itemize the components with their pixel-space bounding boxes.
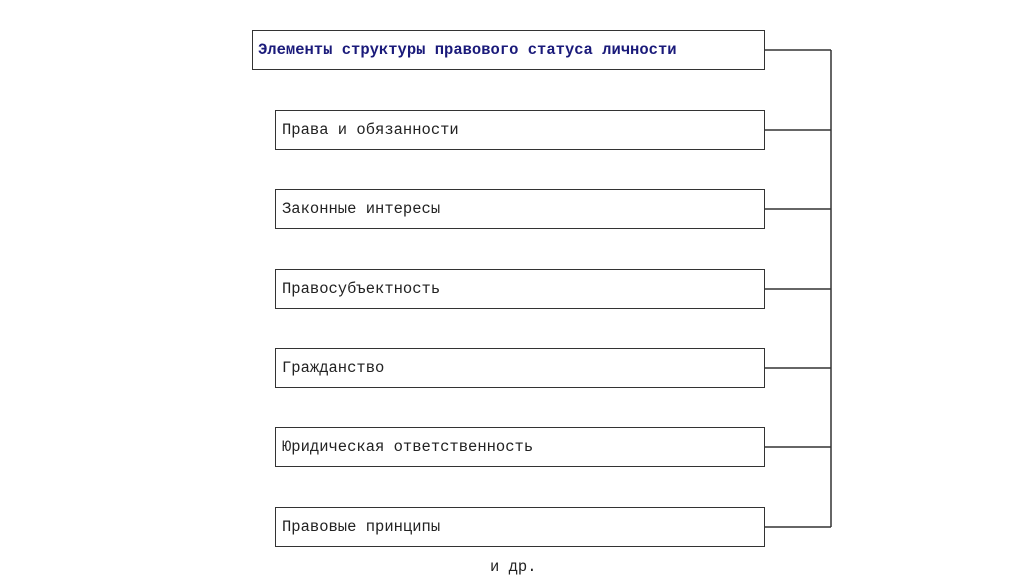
item-label: Права и обязанности <box>282 121 459 139</box>
item-label: Правовые принципы <box>282 518 441 536</box>
item-box-legal-interests <box>275 189 765 229</box>
item-box-citizenship <box>275 348 765 388</box>
item-label: Правосубъектность <box>282 280 441 298</box>
item-label: Гражданство <box>282 359 385 377</box>
title-box <box>252 30 765 70</box>
item-box-legal-liability <box>275 427 765 467</box>
item-box-rights-duties <box>275 110 765 150</box>
item-box-legal-principles <box>275 507 765 547</box>
item-box-legal-capacity <box>275 269 765 309</box>
diagram-title: Элементы структуры правового статуса личности <box>258 41 677 59</box>
item-label: Законные интересы <box>282 200 441 218</box>
footer-note: и др. <box>490 558 537 576</box>
item-label: Юридическая ответственность <box>282 438 534 456</box>
